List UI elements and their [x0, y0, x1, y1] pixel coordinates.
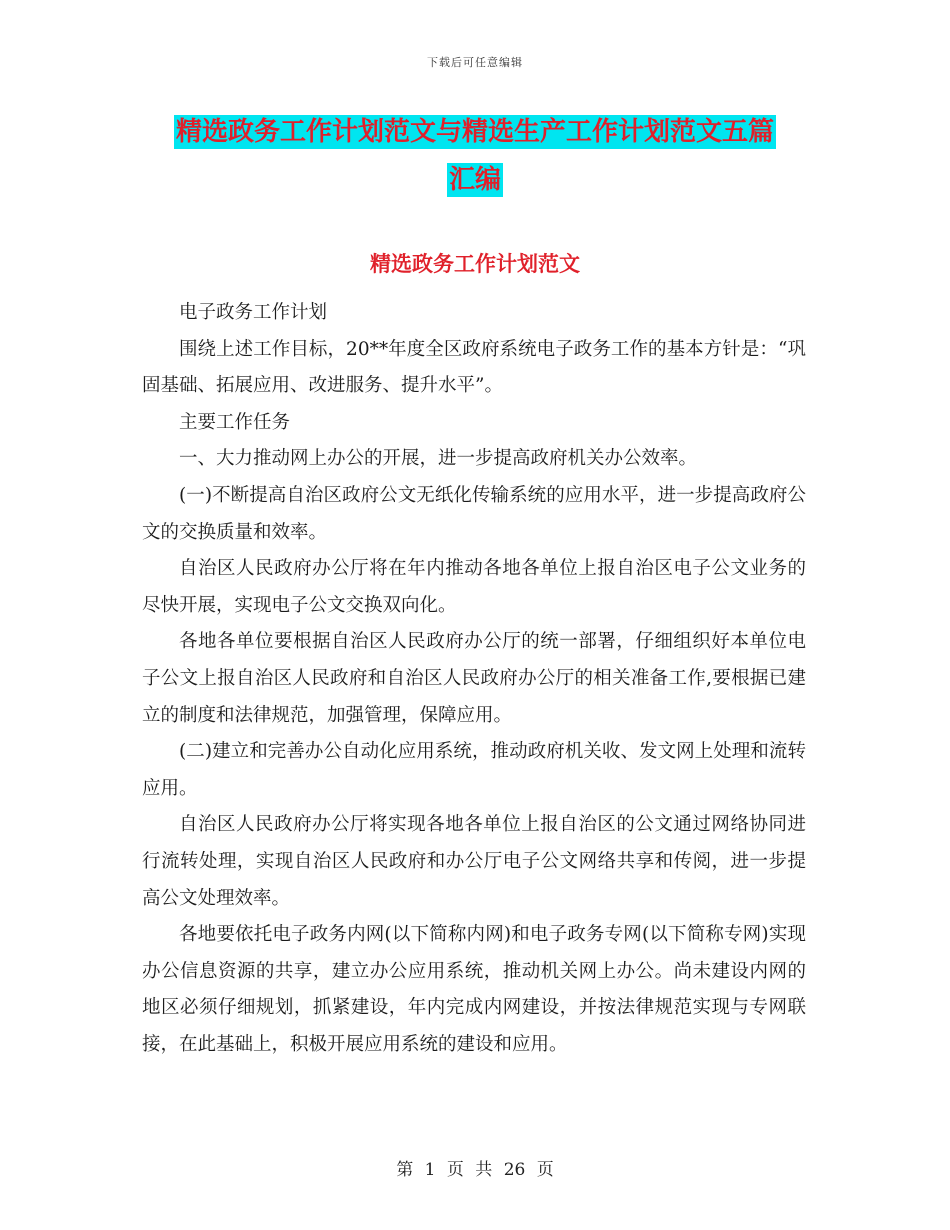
- header-note: 下载后可任意编辑: [427, 56, 523, 69]
- paragraph-9: 自治区人民政府办公厅将实现各地各单位上报自治区的公文通过网络协同进行流转处理，实现自治区人民政府和办公厅电子公文网络共享和传阅，进一步提高公文处理效率。: [142, 814, 806, 909]
- paragraph-5: (一)不断提高自治区政府公文无纸化传输系统的应用水平，进一步提高政府公文的交换质量和效率。: [142, 484, 806, 543]
- body-text: [142, 295, 806, 1063]
- paragraph-3: 主要工作任务: [179, 411, 291, 433]
- paragraph-7: 各地各单位要根据自治区人民政府办公厅的统一部署，仔细组织好本单位电子公文上报自治区人民政府和自治区人民政府办公厅的相关准备工作,要根据已建立的制度和法律规范，加强管理，保障应用。: [142, 631, 806, 726]
- paragraph-2: 围绕上述工作目标，20**年度全区政府系统电子政务工作的基本方针是：“巩固基础、拓展应用、改进服务、提升水平”。: [142, 338, 806, 397]
- paragraph-1: 电子政务工作计划: [179, 302, 328, 323]
- paragraph-8: (二)建立和完善办公自动化应用系统，推动政府机关收、发文网上处理和流转应用。: [142, 741, 806, 799]
- document-title-line-2: 汇编: [448, 165, 501, 195]
- document-title-line-1: 精选政务工作计划范文与精选生产工作计划范文五篇: [175, 117, 774, 147]
- page-number-footer: 第 1 页 共 26 页: [396, 1160, 554, 1180]
- paragraph-6: 自治区人民政府办公厅将在年内推动各地各单位上报自治区电子公文业务的尽快开展，实现电子公文交换双向化。: [142, 558, 806, 616]
- paragraph-10: 各地要依托电子政务内网(以下简称内网)和电子政务专网(以下简称专网)实现办公信息资源的共享，建立办公应用系统，推动机关网上办公。尚未建设内网的地区必须仔细规划，抓紧建设，年内完成内网建设，并按法律规范实现与专网联接，在此基础上，积极开展应用系统的建设和应用。: [142, 924, 806, 1055]
- document-title: [0, 108, 950, 204]
- paragraph-4: 一、大力推动网上办公的开展，进一步提高政府机关办公效率。: [179, 448, 698, 470]
- section-title: 精选政务工作计划范文: [370, 252, 580, 276]
